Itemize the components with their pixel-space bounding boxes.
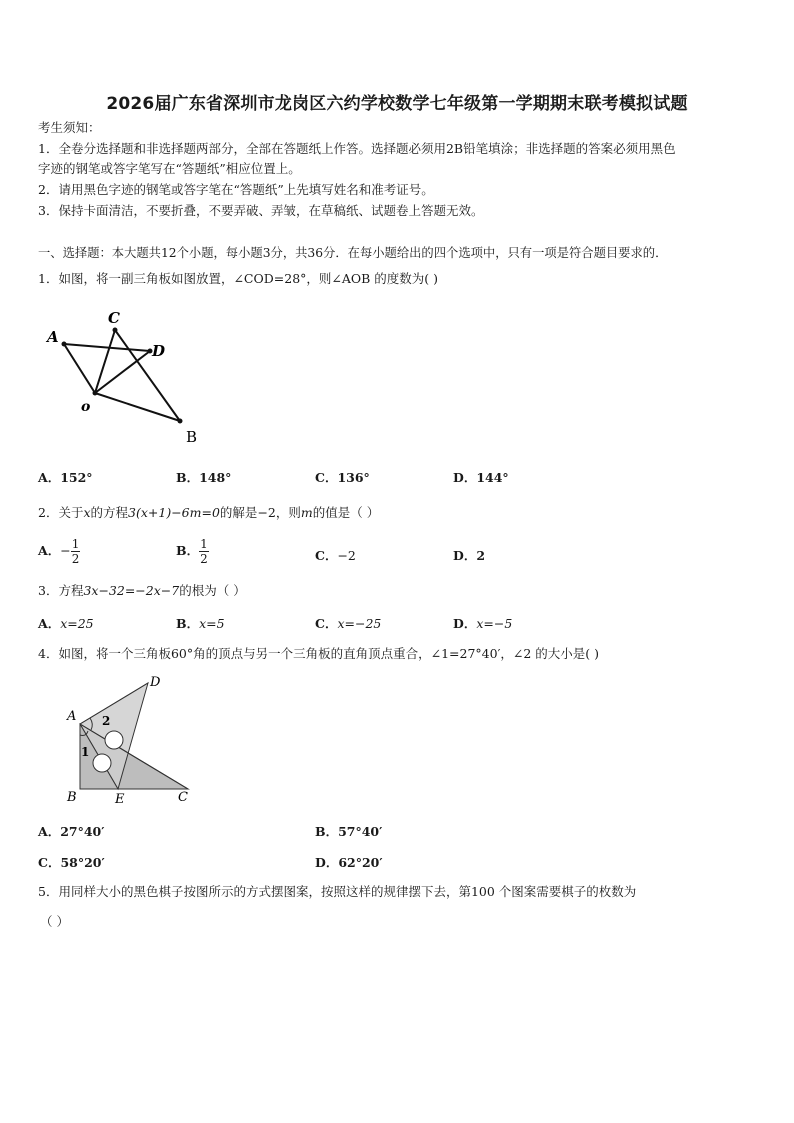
point-c	[113, 328, 118, 333]
q1-option-d[interactable]: D．144°	[453, 470, 509, 485]
q1-option-a[interactable]: A．152°	[38, 470, 93, 485]
point-o	[93, 391, 98, 396]
point-b	[178, 419, 183, 424]
notice-item-3: 3．保持卡面清洁，不要折叠，不要弄破、弄皱，在草稿纸、试题卷上答题无效。	[38, 203, 484, 218]
q2-stem: 2．关于x的方程3(x+1)−6m=0的解是−2，则m的值是（ ）	[38, 505, 380, 520]
angle-2-label: 2	[102, 714, 111, 728]
q2-option-a[interactable]: A．− $\frac{1}{2}$	[38, 537, 80, 566]
q2-option-b[interactable]: B． $\frac{1}{2}$	[176, 537, 208, 566]
point-a	[62, 342, 67, 347]
q1-stem: 1．如图，将一副三角板如图放置，∠COD=28°，则∠AOB 的度数为( )	[38, 271, 439, 286]
page-title: 2026届广东省深圳市龙岗区六约学校数学七年级第一学期期末联考模拟试题	[106, 94, 688, 114]
label-a: A	[67, 709, 77, 724]
label-a: A	[47, 328, 59, 346]
q2-option-c[interactable]: C．−2	[315, 548, 356, 563]
section-heading: 一、选择题：本大题共12个小题，每小题3分，共36分．在每小题给出的四个选项中，只有一项是符合题目要求的．	[38, 246, 668, 260]
q3-stem: 3．方程3x−32=−2x−7的根为（ ）	[38, 583, 246, 598]
label-c: C	[108, 309, 120, 327]
angle-1-label: 1	[81, 745, 90, 759]
notice-item-1-cont: 字迹的钢笔或答字笔写在“答题纸”相应位置上。	[38, 161, 301, 176]
q4-option-c[interactable]: C．58°20′	[38, 855, 105, 870]
q3-option-d[interactable]: D．x=−5	[453, 616, 513, 631]
q1-option-c[interactable]: C．136°	[315, 470, 370, 485]
notice-item-1: 1．全卷分选择题和非选择题两部分，全部在答题纸上作答。选择题必须用2B铅笔填涂；非选择题的答案必须用黑色	[38, 141, 676, 156]
q1-option-b[interactable]: B．148°	[176, 470, 232, 485]
triangle-hole-lower	[93, 754, 111, 772]
q3-option-a[interactable]: A．x=25	[38, 616, 94, 631]
q4-figure	[60, 673, 200, 808]
q4-option-a[interactable]: A．27°40′	[38, 824, 105, 839]
q3-option-b[interactable]: B．x=5	[176, 616, 225, 631]
triangle-hole-upper	[105, 731, 123, 749]
label-e: E	[115, 792, 125, 807]
label-b: B	[67, 790, 77, 805]
notice-item-2: 2．请用黑色字迹的钢笔或答字笔在“答题纸”上先填写姓名和准考证号。	[38, 182, 434, 197]
q3-equation: 3x−32=−2x−7	[83, 583, 180, 598]
label-d: D	[150, 675, 161, 690]
label-b: B	[186, 428, 198, 445]
notice-heading: 考生须知：	[38, 120, 101, 135]
q4-option-b[interactable]: B．57°40′	[315, 824, 383, 839]
q2-equation: 3(x+1)−6m=0	[128, 505, 220, 520]
label-c: C	[178, 790, 188, 805]
q5-answer-paren: （ ）	[40, 914, 69, 929]
q3-option-c[interactable]: C．x=−25	[315, 616, 382, 631]
q4-option-d[interactable]: D．62°20′	[315, 855, 383, 870]
q2-option-d[interactable]: D．2	[453, 548, 486, 563]
q1-figure	[40, 305, 210, 445]
label-o: o	[81, 399, 91, 415]
q5-stem: 5．用同样大小的黑色棋子按图所示的方式摆图案，按照这样的规律摆下去，第100 个图案需要棋子的枚数为	[38, 884, 637, 899]
label-d: D	[152, 342, 166, 360]
q4-stem: 4．如图，将一个三角板60°角的顶点与另一个三角板的直角顶点重合，∠1=27°40′，∠2 的大小是( )	[38, 646, 600, 661]
